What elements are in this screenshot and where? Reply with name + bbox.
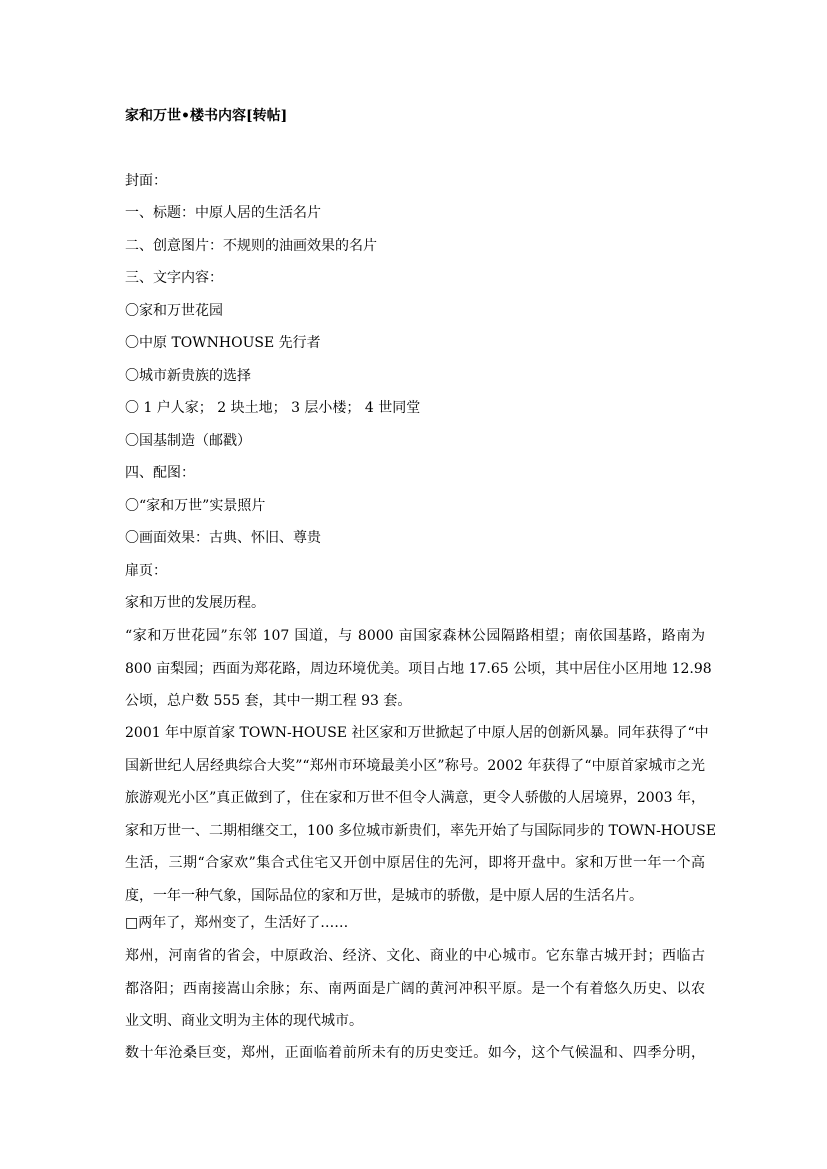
document-title: 家和万世•楼书内容[转帖] <box>125 108 288 124</box>
paragraph-line: 公顷，总户数 555 套，其中一期工程 93 套。 <box>125 693 412 709</box>
paragraph-line: 都洛阳；西南接嵩山余脉；东、南两面是广阔的黄河冲积平原。是一个有着悠久历史、以农 <box>125 980 705 997</box>
paragraph-line: 数十年沧桑巨变，郑州，正面临着前所未有的历史变迁。如今，这个气候温和、四季分明， <box>125 1045 705 1061</box>
paragraph-line: “家和万世花园”东邻 107 国道，与 8000 亩国家森林公园隔路相望；南依国基路，路南为 <box>125 628 705 644</box>
list-item: 二、创意图片：不规则的油画效果的名片 <box>125 238 377 254</box>
paragraph-changes <box>125 1037 705 1070</box>
history-heading: 家和万世的发展历程。 <box>125 595 265 611</box>
paragraph-line: 郑州，河南省的省会，中原政治、经济、文化、商业的中心城市。它东靠古城开封；西临古 <box>125 948 705 964</box>
bullet-item: 〇“家和万世”实景照片 <box>125 498 266 514</box>
bullet-item: 〇家和万世花园 <box>125 303 223 319</box>
frontispiece-label: 扉页： <box>125 563 167 579</box>
paragraph-line: 2001 年中原首家 TOWN-HOUSE 社区家和万世掀起了中原人居的创新风暴。同年获得了“中 <box>125 725 709 741</box>
paragraph-line: 800 亩梨园；西面为郑花路，周边环境优美。项目占地 17.65 公顷，其中居住小区用地 12.98 <box>125 660 712 677</box>
bullet-item: 〇画面效果：古典、怀旧、尊贵 <box>125 530 321 546</box>
paragraph-location <box>125 620 712 718</box>
paragraph-line: 家和万世一、二期相继交工，100 多位城市新贵们，率先开始了与国际同步的 TOWN-HOUSE <box>125 822 717 839</box>
cover-label: 封面： <box>125 173 167 189</box>
list-item: 四、配图： <box>125 465 195 481</box>
paragraph-line: 业文明、商业文明为主体的现代城市。 <box>125 1013 363 1029</box>
section-heading: □两年了，郑州变了，生活好了…… <box>125 915 349 931</box>
paragraph-line: 国新世纪人居经典综合大奖”“郑州市环境最美小区”称号。2002 年获得了“中原首家城市之光 <box>125 757 705 774</box>
list-item: 三、文字内容： <box>125 270 223 286</box>
paragraph-line: 生活，三期“合家欢”集合式住宅又开创中原居住的先河，即将开盘中。家和万世一年一个高 <box>125 855 705 871</box>
bullet-item: 〇中原 TOWNHOUSE 先行者 <box>125 335 321 351</box>
paragraph-line: 度，一年一种气象，国际品位的家和万世，是城市的骄傲，是中原人居的生活名片。 <box>125 887 643 904</box>
list-item: 一、标题：中原人居的生活名片 <box>125 205 321 221</box>
bullet-item: 〇 1 户人家； 2 块土地； 3 层小楼； 4 世同堂 <box>125 400 421 416</box>
bullet-item: 〇国基制造（邮戳） <box>125 433 251 449</box>
paragraph-history <box>125 717 717 912</box>
paragraph-zhengzhou <box>125 940 705 1038</box>
paragraph-line: 旅游观光小区”真正做到了，住在家和万世不但令人满意，更令人骄傲的人居境界，2003 年， <box>125 790 705 806</box>
bullet-item: 〇城市新贵族的选择 <box>125 368 251 384</box>
